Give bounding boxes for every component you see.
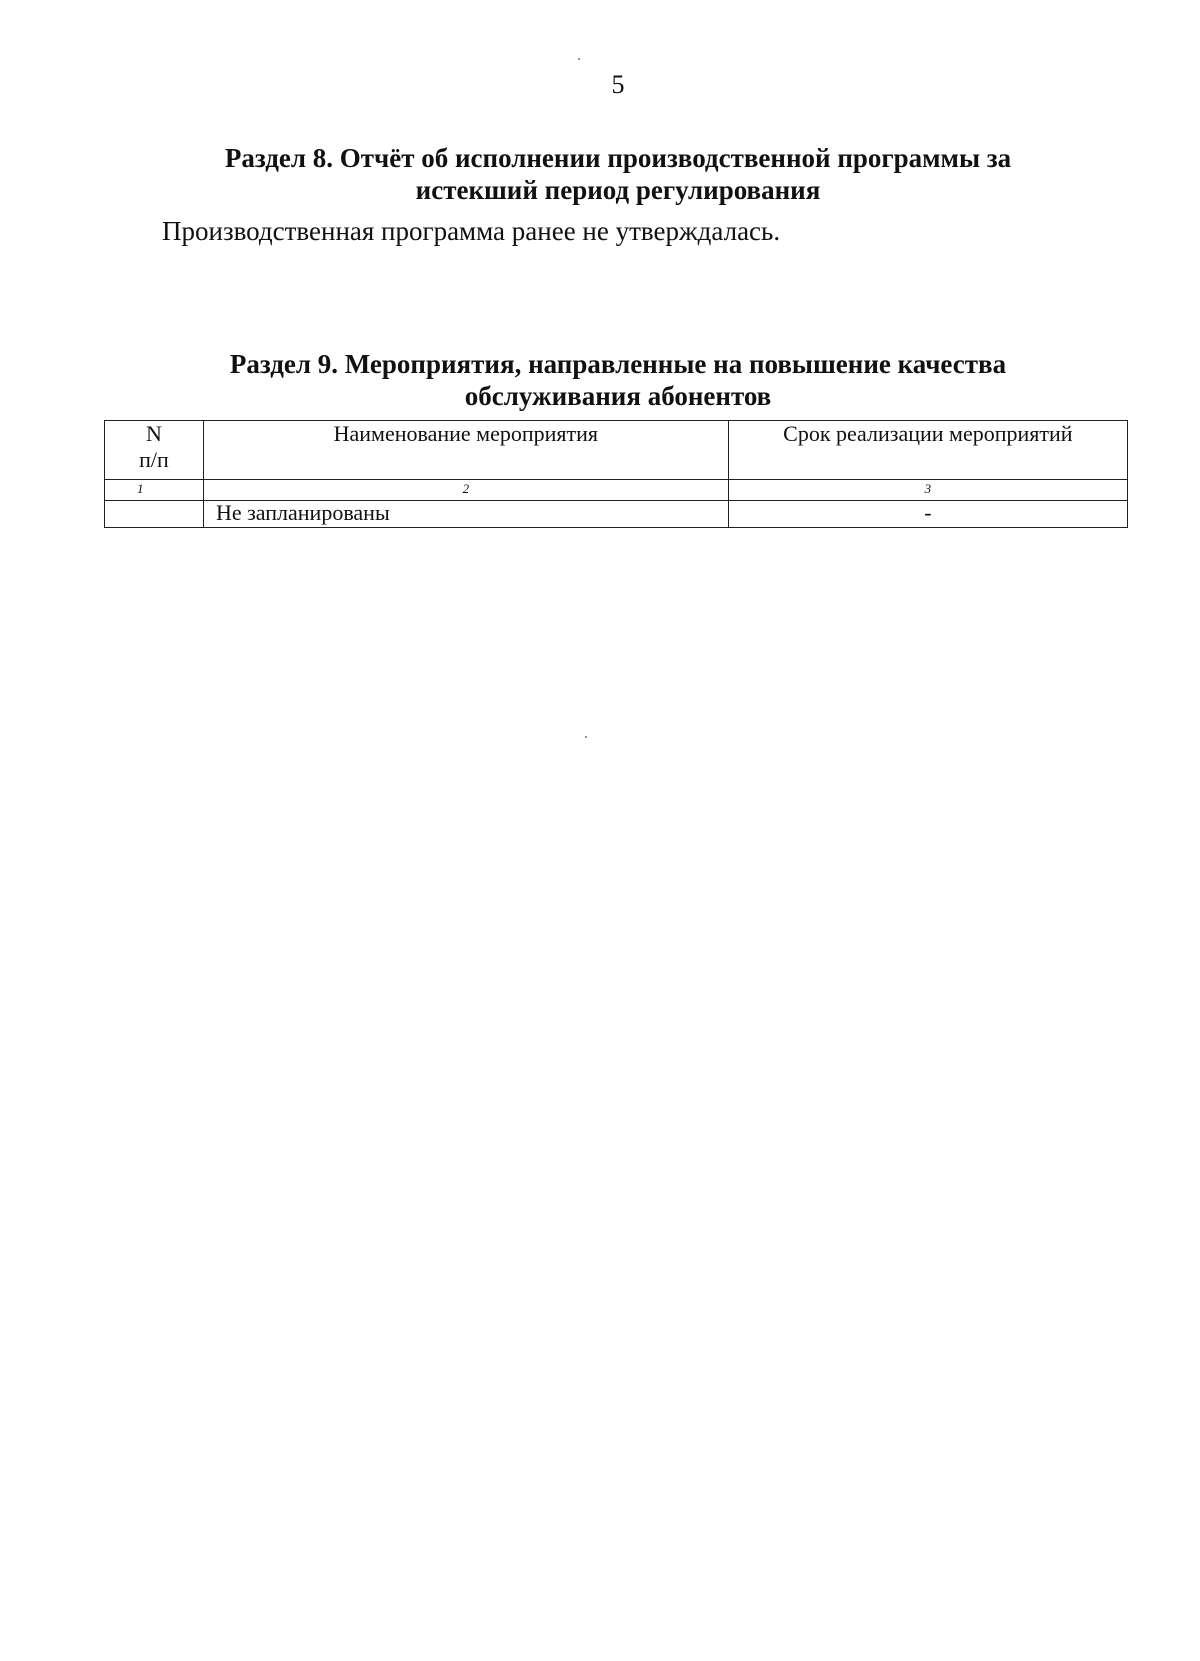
header-name: Наименование мероприятия: [203, 421, 728, 480]
scan-speck: [585, 736, 587, 738]
section-8-heading: [0, 142, 1200, 206]
scan-speck: [578, 58, 580, 60]
row-term-cell: -: [728, 501, 1127, 528]
header-term: Срок реализации мероприятий: [728, 421, 1127, 480]
table-index-row: [105, 480, 1128, 501]
index-cell-3: 3: [728, 480, 1127, 501]
row-num-cell: [105, 501, 204, 528]
section-8-heading-line-2: истекший период регулирования: [415, 175, 821, 205]
section-9-heading: [0, 348, 1200, 412]
table-header-row: [105, 421, 1128, 480]
section-8-text: Производственная программа ранее не утверждалась.: [162, 216, 781, 246]
header-num-line-2: п/п: [139, 447, 169, 472]
row-name-cell: Не запланированы: [203, 501, 728, 528]
page-number: 5: [611, 70, 625, 99]
section-9-heading-line-2: обслуживания абонентов: [464, 381, 772, 411]
index-cell-2: 2: [203, 480, 728, 501]
section-8-heading-line-1: Раздел 8. Отчёт об исполнении производственной программы за: [224, 143, 1012, 173]
index-cell-1: 1: [105, 480, 204, 501]
header-num: [105, 421, 204, 480]
measures-table: [104, 420, 1128, 528]
section-9-heading-line-1: Раздел 9. Мероприятия, направленные на повышение качества: [229, 349, 1007, 379]
header-num-line-1: N: [146, 421, 162, 446]
table-row: [105, 501, 1128, 528]
